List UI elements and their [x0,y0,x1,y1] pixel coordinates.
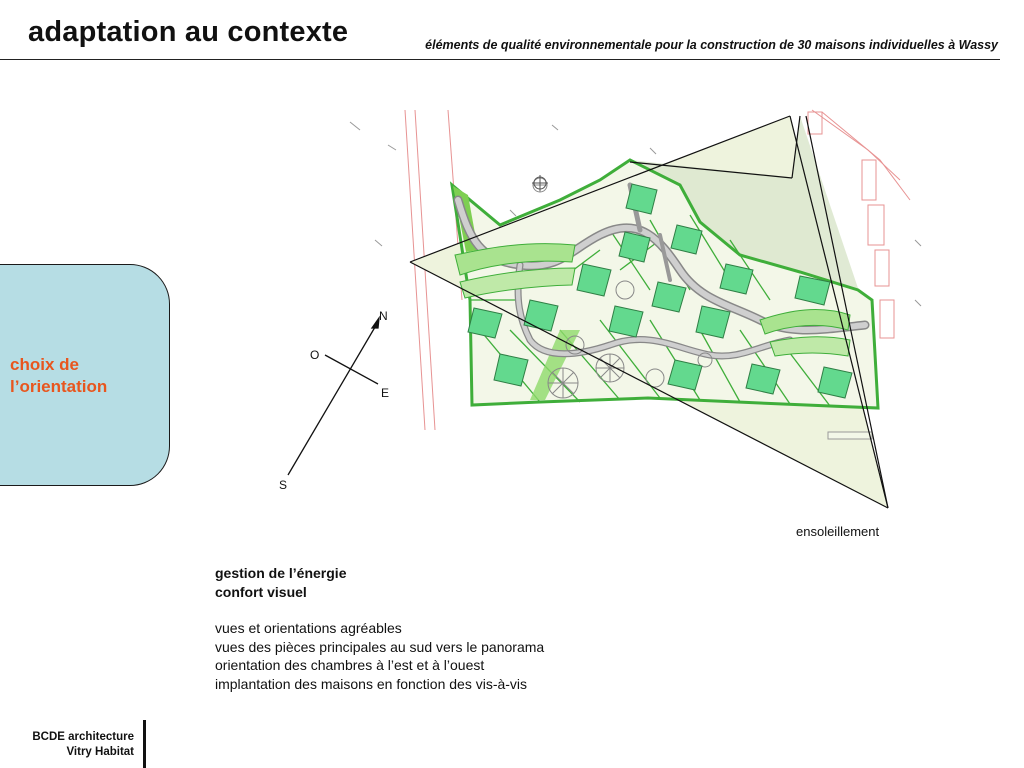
compass-south-label: S [279,478,288,492]
description-block [215,564,544,693]
section-label-line1: choix de [10,355,79,374]
description-line: orientation des chambres à l’est et à l’ouest [215,657,485,673]
compass [288,318,379,475]
footer-credits [10,730,134,760]
compass-ns-axis [288,322,378,475]
description-spacer [215,601,544,619]
page-title: adaptation au contexte [28,16,349,48]
sun-exposure-label: ensoleillement [796,524,880,539]
compass-north-label: N [379,309,388,323]
description-heading-energy: gestion de l’énergie [215,565,347,581]
footer-client: Vitry Habitat [66,746,134,758]
house [619,232,650,262]
section-label-line2: l’orientation [10,377,108,396]
house [626,184,657,214]
description-line: implantation des maisons en fonction des vis-à-vis [215,675,528,692]
description-heading-visual: confort visuel [215,583,307,600]
compass-ew-axis [325,355,378,384]
footer-divider [143,720,146,768]
compass-north-arrow [372,318,379,328]
compass-west-label: O [310,348,320,362]
description-line: vues des pièces principales au sud vers le panorama [215,638,545,655]
page-subtitle: éléments de qualité environnementale pour la construction de 30 maisons individuelles à Wassy [425,38,998,52]
parking-band-east-2 [770,337,850,356]
footer-architect: BCDE architecture [32,731,134,743]
description-line: vues et orientations agréables [215,620,402,636]
compass-east-label: E [381,386,390,400]
